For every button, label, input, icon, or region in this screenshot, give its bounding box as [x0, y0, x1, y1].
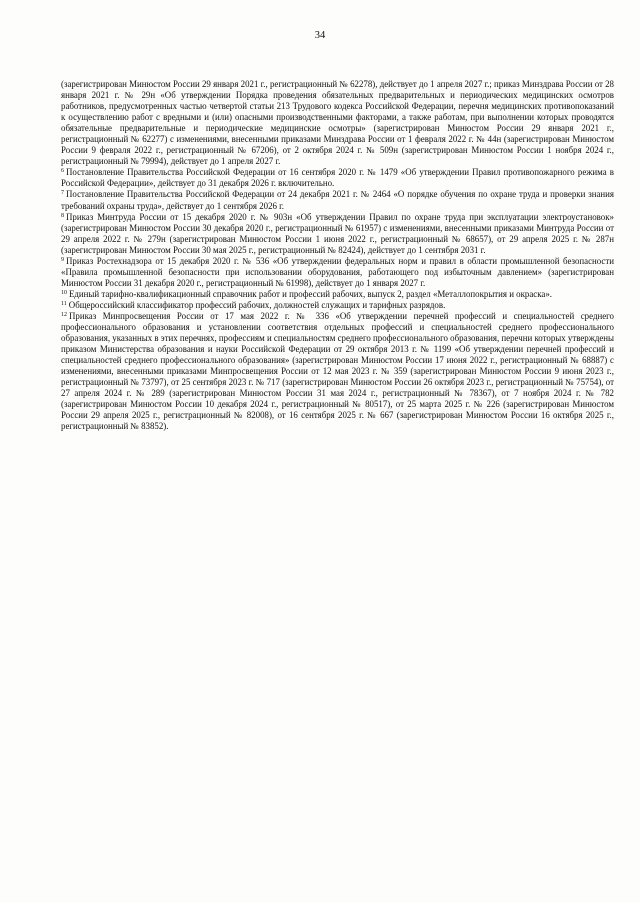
footnote-marker: 10 — [61, 289, 67, 296]
footnote-8 — [61, 212, 614, 256]
footnote-text: Постановление Правительства Российской Федерации от 24 декабря 2021 г. № 2464 «О порядке обучения по охране труда и проверки знания требований охраны труда», действует до 1 сентября 2026 г. — [61, 189, 614, 211]
footnote-continued — [61, 79, 614, 167]
footnote-text: (зарегистрирован Минюстом России 29 января 2021 г., регистрационный № 62278), действует до 1 апреля 2027 г.; приказ Минздрава России от 28 января 2021 г. № 29н «Об утверждении Порядка проведения обязательных предварительных и периодических медицинских осмотров работников, предусмотренных частью четвертой статьи 213 Трудового кодекса Российской Федерации, перечня медицинских противопоказаний к осуществлению работ с вредными и (или) опасными производственными факторами, а также работам, при выполнении которых проводятся обязательные предварительные и периодические медицинские осмотры» (зарегистрирован Минюстом России 29 января 2021 г., регистрационный № 62277) с изменениями, внесенными приказами Минздрава России от 1 февраля 2022 г. № 44н (зарегистрирован Минюстом России 9 февраля 2022 г., регистрационный № 67206), от 2 октября 2024 г. № 509н (зарегистрирован Минюстом России 1 ноября 2024 г., регистрационный № 79994), действует до 1 апреля 2027 г. — [61, 79, 614, 167]
footnote-11 — [61, 300, 614, 311]
footnote-9 — [61, 256, 614, 289]
footnote-text: Постановление Правительства Российской Федерации от 16 сентября 2020 г. № 1479 «Об утверждении Правил противопожарного режима в Российской Федерации», действует до 31 декабря 2026 г. включительно. — [61, 167, 614, 189]
footnote-marker: 6 — [61, 168, 64, 175]
footnote-10 — [61, 289, 614, 300]
footnote-7 — [61, 189, 614, 211]
footnote-marker: 8 — [61, 212, 64, 219]
footnote-text: Единый тарифно-квалификационный справочник работ и профессий рабочих, выпуск 2, раздел «Металлопокрытия и окраска». — [69, 288, 553, 299]
footnote-marker: 11 — [61, 300, 67, 307]
footnote-text: Приказ Ростехнадзора от 15 декабря 2020 г. № 536 «Об утверждении федеральных норм и правил в области промышленной безопасности «Правила промышленной безопасности при использовании оборудования, работающего под избыточным давлением» (зарегистрирован Минюстом России 31 декабря 2020 г., регистрационный № 61998), действует до 1 января 2027 г. — [61, 255, 614, 288]
footnote-marker: 7 — [61, 190, 64, 197]
page-number: 34 — [314, 30, 326, 41]
footnote-text: Приказ Минтруда России от 15 декабря 2020 г. № 903н «Об утверждении Правил по охране труда при эксплуатации электроустановок» (зарегистрирован Минюстом России 30 декабря 2020 г., регистрационный № 61957) с изменениями, внесенными приказами Минтруда России от 29 апреля 2022 г. № 279н (зарегистрирован Минюстом России 1 июня 2022 г., регистрационный № 68657), от 29 апреля 2025 г. № 287н (зарегистрирован Минюстом России 30 мая 2025 г., регистрационный № 82424), действует до 1 сентября 2031 г. — [61, 211, 614, 255]
footnote-6 — [61, 167, 614, 189]
footnote-text: Приказ Минпросвещения России от 17 мая 2022 г. № 336 «Об утверждении перечней профессий и специальностей среднего профессионального образования и установлении соответствия отдельных профессий и специальностей среднего профессионального образования, указанных в этих перечнях, профессиям и специальностям среднего профессионального образования, перечни которых утверждены приказом Министерства образования и науки Российской Федерации от 29 октября 2013 г. № 1199 «Об утверждении перечней профессий и специальностей среднего профессионального образования» (зарегистрирован Минюстом России 17 июня 2022 г., регистрационный № 68887) с изменениями, внесенными приказами Минпросвещения России от 12 мая 2023 г. № 359 (зарегистрирован Минюстом России 9 июня 2023 г., регистрационный № 73797), от 25 сентября 2023 г. № 717 (зарегистрирован Минюстом России 26 октября 2023 г., регистрационный № 75754), от 27 апреля 2024 г. № 289 (зарегистрирован Минюстом России 31 мая 2024 г., регистрационный № 78367), от 7 ноября 2024 г. № 782 (зарегистрирован Минюстом России 10 декабря 2024 г., регистрационный № 80517), от 25 марта 2025 г. № 226 (зарегистрирован Минюстом России 29 апреля 2025 г., регистрационный № 82008), от 16 сентября 2025 г. № 667 (зарегистрирован Минюстом России 16 октября 2025 г., регистрационный № 83852). — [61, 310, 615, 432]
footnote-marker: 12 — [61, 311, 67, 318]
footnote-12 — [61, 311, 614, 433]
footnote-text: Общероссийский классификатор профессий рабочих, должностей служащих и тарифных разрядов. — [68, 299, 446, 310]
footnotes-block — [61, 79, 614, 433]
footnote-marker: 9 — [61, 256, 64, 263]
